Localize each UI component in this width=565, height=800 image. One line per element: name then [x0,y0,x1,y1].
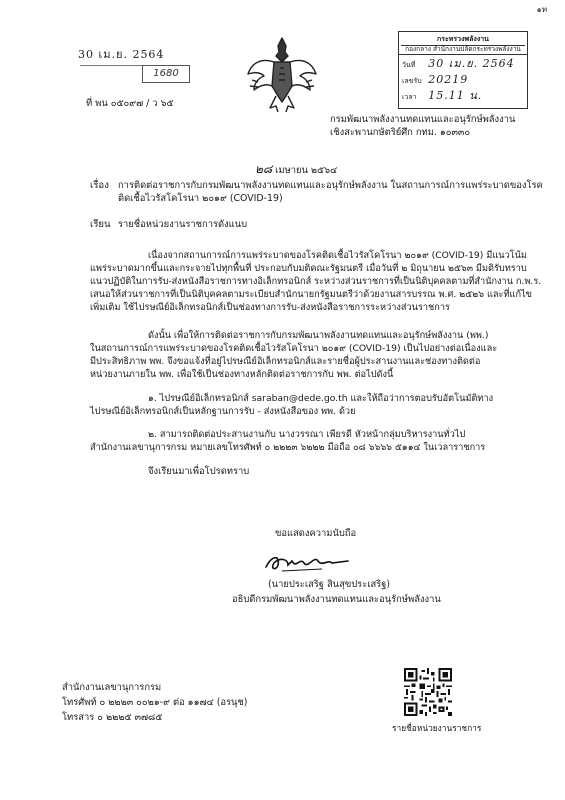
stamp-right-subtitle: กองกลาง สำนักงานปลัดกระทรวงพลังงาน [399,45,527,55]
stamp-left-divider [80,65,142,66]
stamp-right-time-value: 15.11 น. [428,89,483,102]
stamp-right-date-row [402,56,524,71]
para1-line: เสนอให้ส่วนราชการที่เป็นนิติบุคคลตามระเบียบสำนักนายกรัฐมนตรีว่าด้วยงานสารบรรณ พ.ศ. ๒๕๒๖ และที่แก้ไข [90,289,532,300]
org-address: เชิงสะพานกษัตริย์ศึก กทม. ๑๐๓๓๐ [330,127,471,138]
receipt-stamp-left [70,35,180,105]
stamp-right-receipt-row [402,72,524,87]
receipt-stamp-right [398,31,528,109]
subject-line-2: ติดเชื้อไวรัสโคโรนา ๒๐๑๙ (COVID-19) [118,193,283,204]
letter-date-month-year: เมษายน ๒๕๖๔ [275,165,338,176]
signer-title: อธิบดีกรมพัฒนาพลังงานทดแทนและอนุรักษ์พลังงาน [232,594,441,605]
para1-line: เพิ่มเติม ใช้ไปรษณีย์อิเล็กทรอนิกส์เป็นช่องทางการรับ-ส่งหนังสือราชการระหว่างส่วนราชการ [90,302,450,313]
item2-line: สำนักงานเลขานุการกรม หมายเลขโทรศัพท์ ๐ ๒๒๒๓ ๖๒๒๒ มือถือ ๐๘ ๖๖๖๖ ๕๑๑๔ ในเวลาราชการ [90,442,486,453]
item1-line: ๑. ไปรษณีย์อิเล็กทรอนิกส์ saraban@dede.go.th และให้ถือว่าการตอบรับอัตโนมัติทาง [148,393,494,404]
letter-date [255,160,337,179]
recipient-label: เรียน [90,219,111,230]
signer-name: (นายประเสริฐ สินสุขประเสริฐ) [268,579,391,590]
footer-fax: โทรสาร ๐ ๒๒๒๕ ๓๗๘๕ [62,712,163,723]
item1-line: ไปรษณีย์อิเล็กทรอนิกส์เป็นหลักฐานการรับ - ส่งหนังสือของ พพ. ด้วย [90,406,356,417]
recipient-text: รายชื่อหน่วยงานราชการดังแนบ [118,219,248,230]
closing-request: จึงเรียนมาเพื่อโปรดทราบ [148,466,250,477]
para2-line: มีประสิทธิภาพ พพ. จึงขอแจ้งที่อยู่ไปรษณีย์อิเล็กทรอนิกส์และรายชื่อผู้ประสานงานและช่องทางติดต่อ [90,356,481,367]
document-number: ที่ พน ๐๕๐๙๗ / ว ๖๕ [86,98,174,109]
para2-line: ดังนั้น เพื่อให้การติดต่อราชการกับกรมพัฒนาพลังงานทดแทนและอนุรักษ์พลังงาน (พพ.) [148,330,489,341]
para1-line: แพร่ระบาดมากขึ้นและกระจายไปทุกพื้นที่ ประกอบกับมติคณะรัฐมนตรี เมื่อวันที่ ๒ มิถุนายน ๒๕๖๓ มีมติรับทราบ [90,263,527,274]
para2-line: ในสถานการณ์การแพร่ระบาดของโรคติดเชื้อไวรัสโคโรนา ๒๐๑๙ (COVID-19) เป็นไปอย่างต่อเนื่องและ [90,343,498,354]
issuing-organization [330,113,515,139]
subject-line-1: การติดต่อราชการกับกรมพัฒนาพลังงานทดแทนและอนุรักษ์พลังงาน ในสถานการณ์การแพร่ระบาดของโรค [118,180,543,191]
garuda-emblem-icon [244,32,320,116]
para1-line: แนวปฏิบัติในการรับ-ส่งหนังสือราชการทางอิเล็กทรอนิกส์ ระหว่างส่วนราชการที่เป็นนิติบุคคลตามที่สำนักงาน ก.พ.ร. [90,276,542,287]
stamp-right-date-value: 30 เม.ย. 2564 [428,57,515,70]
handwritten-signature [262,549,352,575]
stamp-right-time-label: เวลา [402,93,417,101]
para2-line: หน่วยงานภายใน พพ. เพื่อใช้เป็นช่องทางหลักติดต่อราชการกับ พพ. ต่อไปดังนี้ [90,369,394,380]
stamp-right-receipt-label: เลขรับ [402,77,422,85]
letter-date-day: ๒๘ [255,162,273,176]
closing-respect: ขอแสดงความนับถือ [275,528,357,539]
para1-line: เนื่องจากสถานการณ์การแพร่ระบาดของโรคติดเชื้อไวรัสโคโรนา ๒๐๑๙ (COVID-19) มีแนวโน้ม [148,250,527,261]
qr-code-icon [404,668,452,716]
qr-caption: รายชื่อหน่วยงานราชการ [392,723,482,733]
footer-office: สำนักงานเลขานุการกรม [62,682,162,693]
stamp-left-number: 1680 [142,65,190,83]
subject-label: เรื่อง [90,180,109,191]
stamp-right-date-label: วันที่ [402,61,416,69]
item2-line: ๒. สามารถติดต่อประสานงานกับ นางวรรณา เพียรดี หัวหน้ากลุ่มบริหารงานทั่วไป [148,429,466,440]
stamp-right-title: กระทรวงพลังงาน [401,34,525,46]
stamp-left-date: 30 เม.ย. 2564 [78,48,165,61]
footer-phone: โทรศัพท์ ๐ ๒๒๒๓ ๐๐๒๑-๙ ต่อ ๑๑๗๔ (อรนุช) [62,697,248,708]
stamp-right-receipt-value: 20219 [428,73,469,86]
org-name: กรมพัฒนาพลังงานทดแทนและอนุรักษ์พลังงาน [330,114,516,125]
page-corner-mark: ๑ท [536,5,547,14]
stamp-right-time-row [402,88,524,103]
